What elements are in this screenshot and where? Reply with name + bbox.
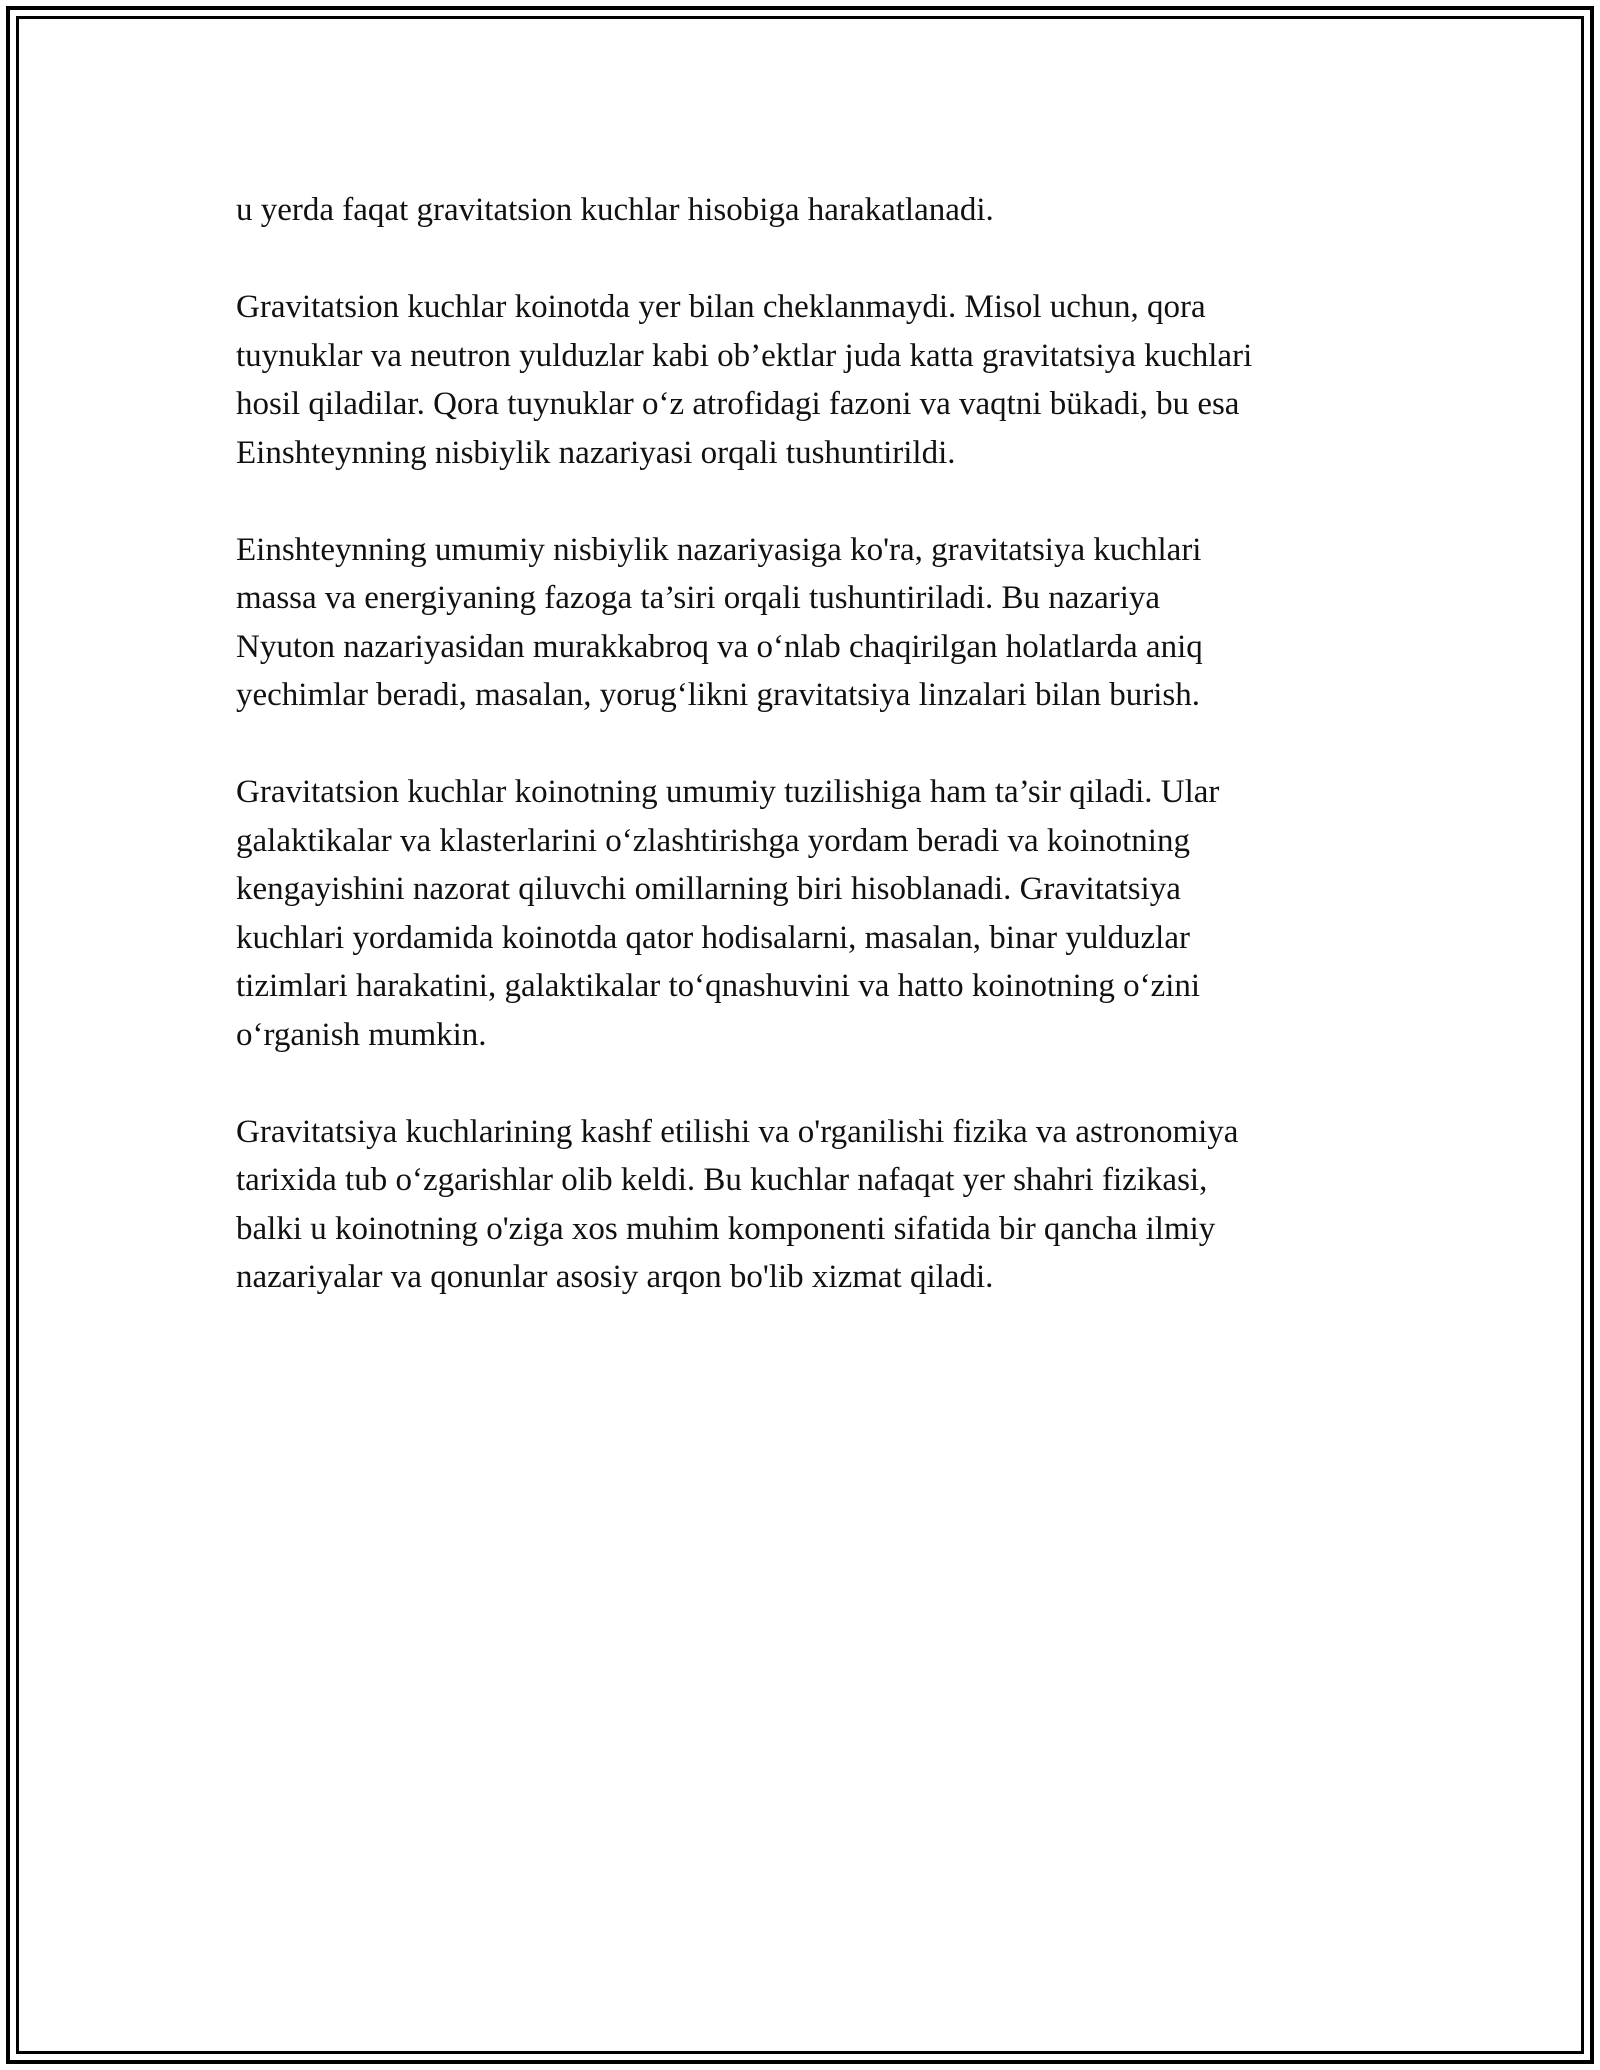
text-line: Gravitatsion kuchlar koinotda yer bilan cheklanmaydi. Misol uchun, qora: [236, 289, 1206, 325]
text-line: galaktikalar va klasterlarini o‘zlashtirishga yordam beradi va koinotning: [236, 822, 1190, 859]
text-line: kuchlari yordamida koinotda qator hodisalarni, masalan, binar yulduzlar: [236, 919, 1190, 956]
document-body: [236, 186, 1396, 1350]
paragraph-5: [236, 1108, 1396, 1302]
paragraph-4: [236, 768, 1396, 1059]
text-line: tuynuklar va neutron yulduzlar kabi ob’ektlar juda katta gravitatsiya kuchlari: [236, 337, 1253, 374]
text-line: Gravitatsiya kuchlarining kashf etilishi va o'rganilishi fizika va astronomiya: [236, 1113, 1239, 1150]
text-line: Einshteynning umumiy nisbiylik nazariyasiga ko'ra, gravitatsiya kuchlari: [236, 531, 1202, 568]
text-line: tizimlari harakatini, galaktikalar to‘qnashuvini va hatto koinotning o‘zini: [236, 968, 1201, 1004]
paragraph-2: [236, 283, 1396, 477]
text-line: hosil qiladilar. Qora tuynuklar o‘z atrofidagi fazoni va vaqtni bükadi, bu esa: [236, 386, 1240, 422]
text-line: tarixida tub o‘zgarishlar olib keldi. Bu kuchlar nafaqat yer shahri fizikasi,: [236, 1162, 1208, 1198]
text-line: nazariyalar va qonunlar asosiy arqon bo'lib xizmat qiladi.: [236, 1259, 994, 1295]
paragraph-1: [236, 186, 1396, 235]
text-line: o‘rganish mumkin.: [236, 1016, 487, 1053]
text-line: Gravitatsion kuchlar koinotning umumiy tuzilishiga ham ta’sir qiladi. Ular: [236, 774, 1220, 810]
text-line: Nyuton nazariyasidan murakkabroq va o‘nlab chaqirilgan holatlarda aniq: [236, 628, 1203, 665]
text-line: kengayishini nazorat qiluvchi omillarning biri hisoblanadi. Gravitatsiya: [236, 871, 1181, 907]
text-line: massa va energiyaning fazoga ta’siri orqali tushuntiriladi. Bu nazariya: [236, 580, 1161, 616]
text-line: u yerda faqat gravitatsion kuchlar hisobiga harakatlanadi.: [236, 192, 994, 228]
paragraph-3: [236, 526, 1396, 720]
text-line: Einshteynning nisbiylik nazariyasi orqali tushuntirildi.: [236, 434, 956, 471]
text-line: balki u koinotning o'ziga xos muhim komponenti sifatida bir qancha ilmiy: [236, 1210, 1216, 1247]
text-line: yechimlar beradi, masalan, yorug‘likni gravitatsiya linzalari bilan burish.: [236, 677, 1201, 713]
